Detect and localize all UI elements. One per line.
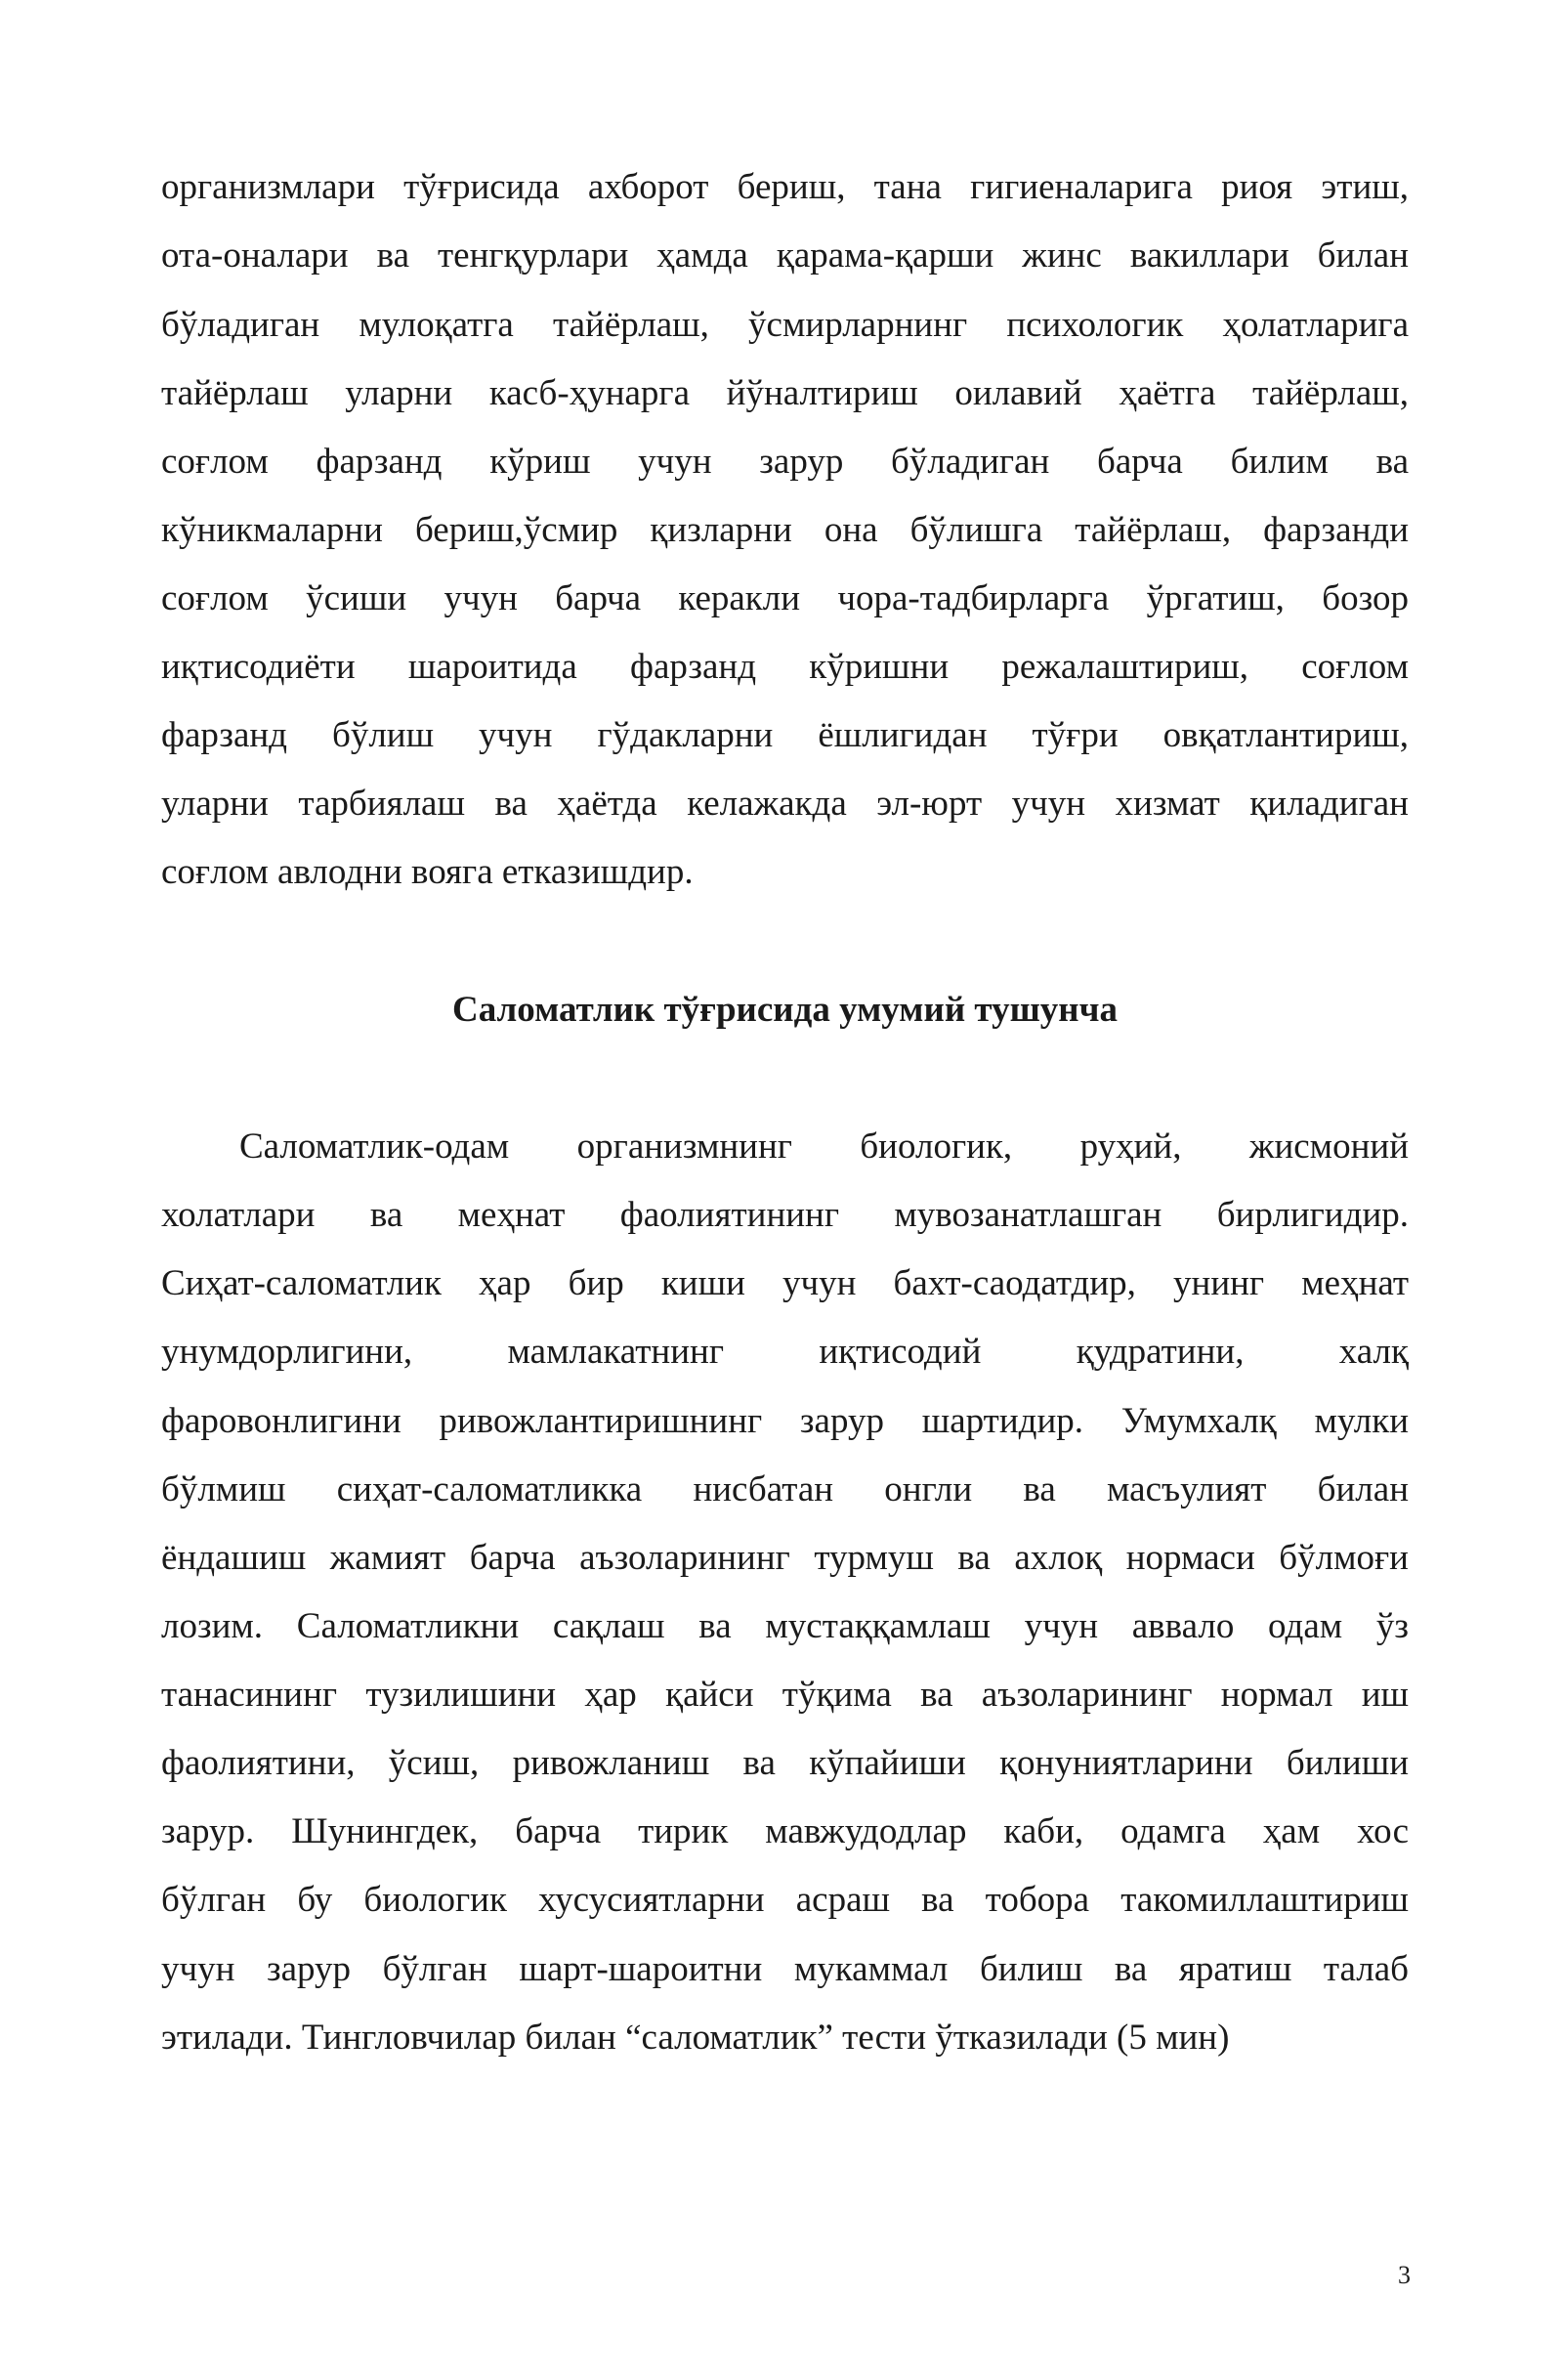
text-line: иқтисодиёти шароитида фарзанд кўришни режалаштириш, соғлом <box>161 647 1409 687</box>
text-line: лозим. Саломатликни сақлаш ва мустаққамлаш учун аввало одам ўз <box>161 1606 1409 1646</box>
text-line: унумдорлигини, мамлакатнинг иқтисодий қудратини, халқ <box>161 1332 1409 1372</box>
text-line: соғлом ўсиши учун барча керакли чора-тадбирларга ўргатиш, бозор <box>161 578 1409 618</box>
text-line: учун зарур бўлган шарт-шароитни мукаммал билиш ва яратиш талаб <box>161 1949 1409 1989</box>
text-line: бўлган бу биологик хусусиятларни асраш ва тобора такомиллаштириш <box>161 1880 1409 1920</box>
text-line: уларни тарбиялаш ва ҳаётда келажакда эл-юрт учун хизмат қиладиган <box>161 784 1409 824</box>
section-heading: Саломатлик тўғрисида умумий тушунча <box>452 990 1118 1030</box>
text-line: тайёрлаш уларни касб-ҳунарга йўналтириш оилавий ҳаётга тайёрлаш, <box>161 373 1409 413</box>
text-line: ота-оналари ва тенгқурлари ҳамда қарама-қарши жинс вакиллари билан <box>161 235 1409 276</box>
text-line: соғлом авлодни вояга етказишдир. <box>161 852 694 892</box>
text-line: Сиҳат-саломатлик ҳар бир киши учун бахт-саодатдир, унинг меҳнат <box>161 1263 1409 1303</box>
text-line: ёндашиш жамият барча аъзоларининг турмуш ва ахлоқ нормаси бўлмоғи <box>161 1538 1409 1578</box>
text-line: зарур. Шунингдек, барча тирик мавжудодлар каби, одамга ҳам хос <box>161 1811 1409 1851</box>
text-line: этилади. Тингловчилар билан “саломатлик” тести ўтказилади (5 мин) <box>161 2018 1230 2058</box>
text-line: Саломатлик-одам организмнинг биологик, руҳий, жисмоний <box>239 1126 1409 1167</box>
text-line: кўникмаларни бериш,ўсмир қизларни она бўлишга тайёрлаш, фарзанди <box>161 510 1409 550</box>
text-line: танасининг тузилишини ҳар қайси тўқима ва аъзоларининг нормал иш <box>161 1675 1409 1715</box>
text-line: бўладиган мулоқатга тайёрлаш, ўсмирларнинг психологик ҳолатларига <box>161 305 1409 345</box>
page-number: 3 <box>1398 2261 1411 2289</box>
text-line: фаолиятини, ўсиш, ривожланиш ва кўпайиши қонуниятларини билиши <box>161 1743 1409 1783</box>
text-line: организмлари тўғрисида ахборот бериш, тана гигиеналарига риоя этиш, <box>161 167 1409 207</box>
text-line: бўлмиш сиҳат-саломатликка нисбатан онгли ва масъулият билан <box>161 1469 1409 1509</box>
text-line: холатлари ва меҳнат фаолиятининг мувозанатлашган бирлигидир. <box>161 1195 1409 1235</box>
text-line: соғлом фарзанд кўриш учун зарур бўладиган барча билим ва <box>161 442 1409 482</box>
text-line: фаровонлигини ривожлантиришнинг зарур шартидир. Умумхалқ мулки <box>161 1401 1409 1441</box>
text-line: фарзанд бўлиш учун гўдакларни ёшлигидан тўғри овқатлантириш, <box>161 715 1409 755</box>
